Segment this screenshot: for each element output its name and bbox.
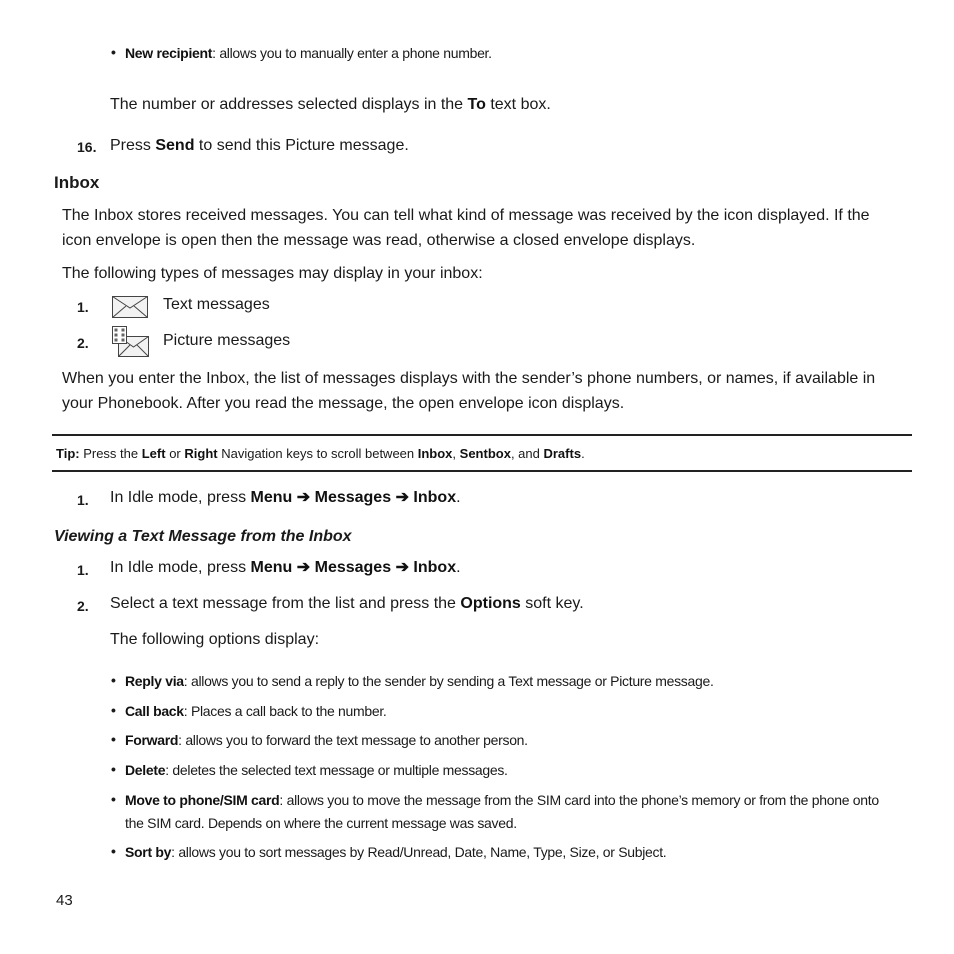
viewing-step-1-number: 1. [77, 562, 89, 578]
bullet-marker: • [111, 44, 116, 60]
type-2-label: Picture messages [163, 332, 291, 349]
option-desc: : Places a call back to the number. [183, 703, 387, 719]
option-call-back [125, 700, 387, 722]
nav-step-menu: Menu [250, 489, 293, 506]
viewing-step-1-post: . [456, 559, 461, 576]
bullet-marker: • [111, 843, 116, 859]
option-reply-via [125, 670, 714, 692]
to-note-post: text box. [485, 96, 551, 113]
inbox-para3-line1: When you enter the Inbox, the list of messages displays with the sender’s phone numbers, or names, if available in [62, 370, 876, 387]
tip-inbox: Inbox [417, 446, 453, 461]
to-note-text: The number or addresses selected displays in the [110, 96, 468, 113]
bullet-marker: • [111, 672, 116, 688]
option-term: Call back [125, 703, 184, 719]
tip-box [52, 434, 912, 472]
new-recipient-desc: : allows you to manually enter a phone number. [212, 45, 492, 61]
nav-arrow-icon: ➔ [395, 489, 409, 506]
viewing-heading: Viewing a Text Message from the Inbox [54, 528, 352, 545]
option-desc: : allows you to sort messages by Read/Unread, Date, Name, Type, Size, or Subject. [171, 844, 667, 860]
option-sort-by [125, 841, 666, 863]
bullet-marker: • [111, 791, 116, 807]
nav-step-text [110, 488, 461, 508]
viewing-arrow-icon: ➔ [395, 559, 409, 576]
nav-step-inbox: Inbox [413, 489, 457, 506]
viewing-step-2-bold: Options [460, 595, 521, 612]
tip-text-1: Press the [79, 446, 142, 461]
option-term: Move to phone/SIM card [125, 792, 280, 808]
inbox-para1-line1: The Inbox stores received messages. You can tell what kind of message was received by the icon displayed. If the [62, 207, 870, 224]
step-16-text [110, 136, 409, 156]
step-16-number: 16. [77, 139, 97, 155]
bullet-marker: • [111, 761, 116, 777]
inbox-para3-line2: your Phonebook. After you read the message, the open envelope icon displays. [62, 395, 625, 412]
picture-envelope-icon [112, 326, 150, 358]
option-move [125, 789, 879, 811]
option-move-continued: the SIM card. Depends on where the current message was saved. [125, 815, 517, 831]
nav-step-post: . [456, 489, 461, 506]
inbox-para1-line2: icon envelope is open then the message was read, otherwise a closed envelope displays. [62, 232, 696, 249]
viewing-step-1-pre: In Idle mode, press [110, 559, 251, 576]
tip-right: Right [184, 446, 218, 461]
bullet-marker: • [111, 731, 116, 747]
option-term: Sort by [125, 844, 172, 860]
inbox-heading: Inbox [54, 173, 100, 192]
option-desc: : deletes the selected text message or multiple messages. [165, 762, 508, 778]
nav-step-number: 1. [77, 492, 89, 508]
tip-text-5: , and [510, 446, 544, 461]
viewing-step-2-post: soft key. [520, 595, 584, 612]
viewing-step-1-inbox: Inbox [413, 559, 457, 576]
inbox-para2: The following types of messages may display in your inbox: [62, 265, 483, 282]
step-16-pre: Press [110, 137, 156, 154]
new-recipient-item [125, 42, 492, 64]
option-term: Forward [125, 732, 179, 748]
step-16-bold: Send [155, 137, 195, 154]
tip-text-6: . [581, 446, 585, 461]
page-number: 43 [56, 892, 73, 909]
option-delete [125, 759, 508, 781]
option-term: Delete [125, 762, 166, 778]
viewing-step-2-pre: Select a text message from the list and press the [110, 595, 461, 612]
type-1-number: 1. [77, 299, 89, 315]
type-2-number: 2. [77, 335, 89, 351]
to-textbox-note [110, 95, 551, 115]
tip-text [56, 445, 585, 463]
tip-text-4: , [452, 446, 460, 461]
option-forward [125, 729, 528, 751]
viewing-step-1-text [110, 558, 461, 578]
step-16-post: to send this Picture message. [194, 137, 409, 154]
option-desc: : allows you to send a reply to the sender by sending a Text message or Picture message. [183, 673, 714, 689]
bullet-marker: • [111, 702, 116, 718]
viewing-step-2-text [110, 594, 584, 614]
nav-step-pre: In Idle mode, press [110, 489, 251, 506]
tip-sentbox: Sentbox [459, 446, 511, 461]
tip-label: Tip: [56, 446, 80, 461]
envelope-icon [112, 296, 148, 318]
option-desc: : allows you to forward the text message to another person. [178, 732, 528, 748]
viewing-step-1-messages: Messages [314, 559, 392, 576]
options-intro: The following options display: [110, 631, 320, 648]
tip-text-2: or [165, 446, 185, 461]
viewing-arrow-icon: ➔ [296, 559, 311, 576]
to-note-bold: To [467, 96, 486, 113]
nav-step-messages: Messages [314, 489, 392, 506]
viewing-step-1-menu: Menu [250, 559, 293, 576]
tip-left: Left [141, 446, 166, 461]
option-desc: : allows you to move the message from the SIM card into the phone’s memory or from the phone onto [279, 792, 879, 808]
tip-drafts: Drafts [543, 446, 582, 461]
viewing-step-2-number: 2. [77, 598, 89, 614]
tip-text-3: Navigation keys to scroll between [217, 446, 418, 461]
new-recipient-term: New recipient [125, 45, 213, 61]
nav-arrow-icon: ➔ [296, 489, 311, 506]
type-1-label: Text messages [163, 296, 270, 313]
option-term: Reply via [125, 673, 184, 689]
